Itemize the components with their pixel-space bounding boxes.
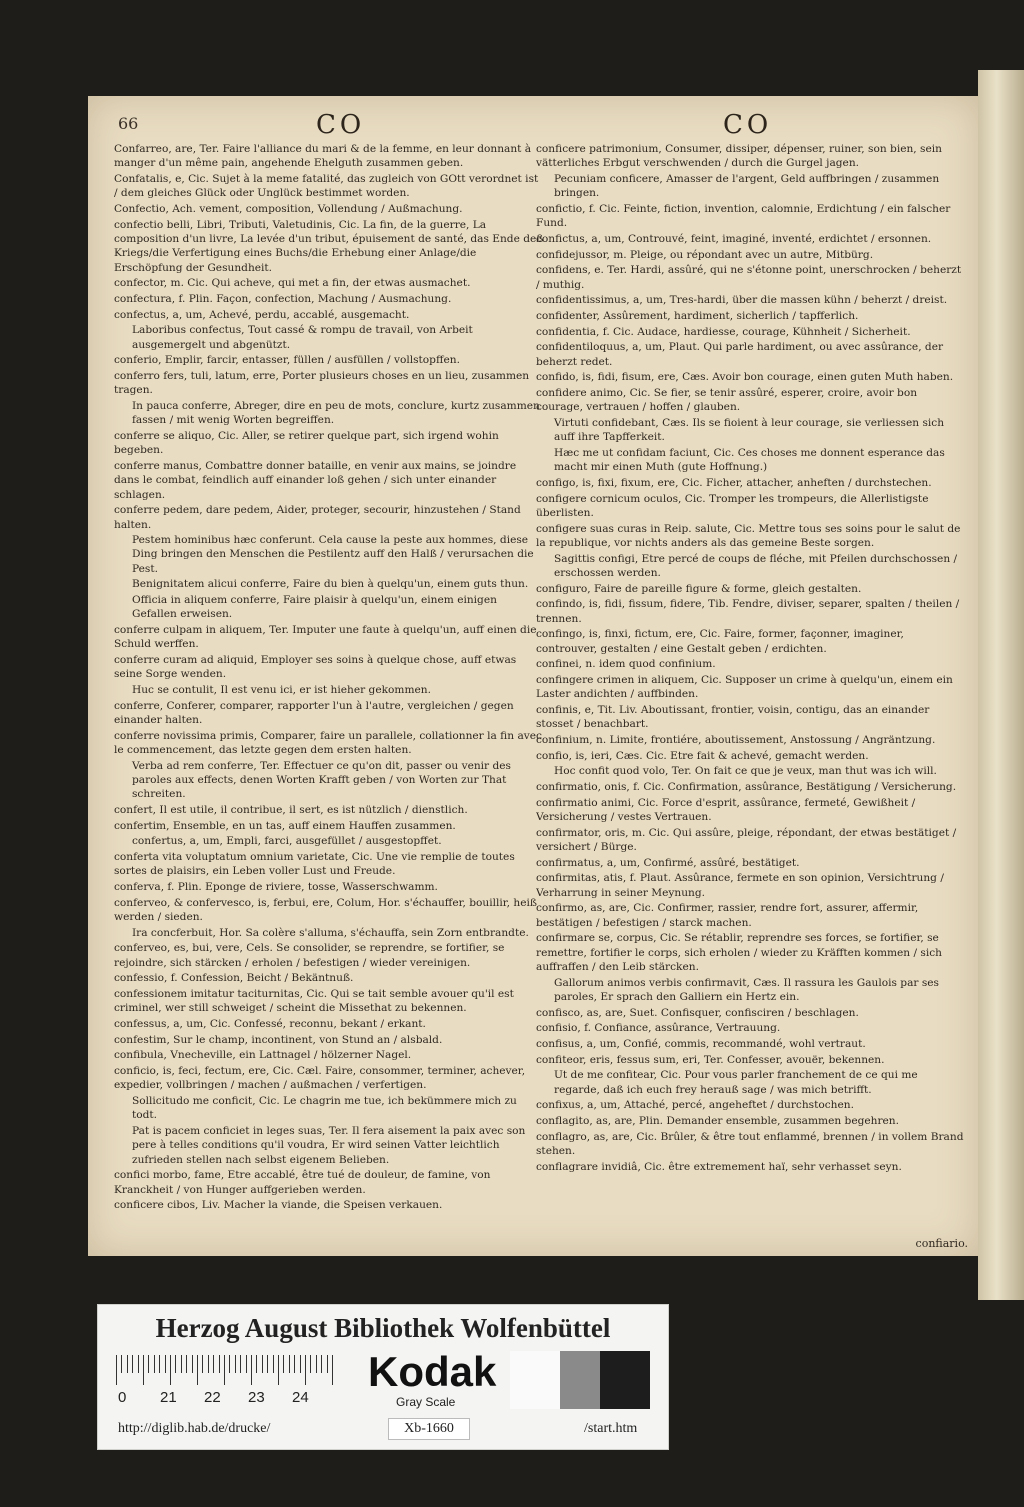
dictionary-subentry: Ira concferbuit, Hor. Sa colère s'alluma, s'échauffa, sein Zorn entbrandte. (132, 926, 529, 939)
dictionary-entry: conferveo, es, bui, vere, Cels. Se consolider, se reprendre, se fortifier, se rejoindre, sich stärcken / erholen / befestigen / wieder vereinigen. (114, 942, 505, 969)
dictionary-entry: confiteor, eris, fessus sum, eri, Ter. Confesser, avouër, bekennen. (536, 1053, 885, 1066)
dictionary-subentry: In pauca conferre, Abreger, dire en peu de mots, conclure, kurtz zusammen fassen / mit wenig Worten begreiffen. (132, 399, 540, 427)
dictionary-subentry: Pat is pacem conficiet in leges suas, Ter. Il fera aisement la paix avec son pere à telles conditions qu'il voudra, Er wird seinen Vatter leichtlich zufrieden stellen nach selbst eigenem Belieben. (132, 1125, 526, 1166)
running-head-right: CO (723, 110, 773, 140)
ruler-tick (235, 1355, 236, 1373)
dictionary-entry: confidejussor, m. Pleige, ou répondant avec un autre, Mitbürg. (536, 248, 874, 261)
dictionary-entry: conflagrare invidiâ, Cic. être extremement haï, sehr verhasset seyn. (536, 1160, 902, 1173)
right-column (536, 142, 964, 1242)
dictionary-entry: confert, Il est utile, il contribue, il sert, es ist nützlich / dienstlich. (114, 804, 468, 817)
dictionary-entry: confici morbo, fame, Etre accablé, être tué de douleur, de famine, von Kranckheit / von Hunger auffgerieben werden. (114, 1169, 491, 1196)
dictionary-entry: configuro, Faire de pareille figure & forme, gleich gestalten. (536, 582, 862, 595)
dictionary-entry: conflagro, as, are, Cic. Brûler, & être tout enflammé, brennen / in vollem Brand stehen. (536, 1130, 964, 1157)
dictionary-entry: confirmatus, a, um, Confirmé, assûré, bestätiget. (536, 856, 800, 869)
dictionary-subentry: Laboribus confectus, Tout cassé & rompu de travail, von Arbeit ausgemergelt und abgenützt. (132, 324, 473, 351)
dictionary-entry: confidenter, Assûrement, hardiment, sicherlich / tapfferlich. (536, 310, 859, 322)
kodak-logo: Kodak (368, 1348, 497, 1395)
dictionary-entry: conficere patrimonium, Consumer, dissiper, dépenser, ruiner, son bien, sein vätterliches Erbgut verschwenden / durch die Gurgel jagen. (536, 143, 942, 170)
ruler-tick (316, 1355, 317, 1373)
ruler-tick (246, 1355, 247, 1373)
dictionary-entry: confectura, f. Plin. Façon, confection, Machung / Ausmachung. (114, 292, 452, 305)
dictionary-entry: conferre se aliquo, Cic. Aller, se retirer quelque part, sich irgend wohin begeben. (114, 429, 499, 457)
dictionary-entry: confector, m. Cic. Qui acheve, qui met a fin, der etwas ausmachet. (114, 277, 471, 290)
dictionary-entry: conficere cibos, Liv. Macher la viande, die Speisen verkauen. (114, 1199, 443, 1212)
ruler-tick (273, 1355, 274, 1373)
dictionary-entry: Confarreo, are, Ter. Faire l'alliance du mari & de la femme, en leur donnant à manger d'un même pain, angehende Ehelguth zusammen geben. (114, 143, 532, 170)
dictionary-subentry: Huc se contulit, Il est venu ici, er ist hieher gekommen. (132, 684, 431, 697)
dictionary-entry: confertim, Ensemble, en un tas, auff einem Hauffen zusammen. (114, 819, 456, 832)
dictionary-entry: confirmitas, atis, f. Plaut. Assûrance, fermete en son opinion, Versichtrung / Verharrung in seiner Meynung. (536, 872, 944, 899)
ruler-tick (327, 1355, 328, 1373)
call-number: Xb-1660 (388, 1418, 470, 1440)
book-page (88, 96, 978, 1256)
ruler-tick (256, 1355, 257, 1373)
url-left[interactable]: http://diglib.hab.de/drucke/ (118, 1421, 271, 1436)
dictionary-entry: confessus, a, um, Cic. Confessé, reconnu, bekant / erkant. (114, 1018, 426, 1031)
ruler-number: 22 (204, 1389, 221, 1406)
dictionary-entry: conferre, Conferer, comparer, rapporter l'un à l'autre, vergleichen / gegen einander halten. (114, 699, 514, 727)
dictionary-entry: confectio belli, Libri, Tributi, Valetudinis, Cic. La fin, de la guerre, La composition d'un livre, La levée d'un tribut, épuisement de santé, das Ende deß Kriegs/die Verfertigung eines Buchs/die Erhebung einer Anlage/die Erschöpfung der Gesundheit. (114, 218, 544, 274)
dictionary-entry: confessio, f. Confession, Beicht / Bekäntnuß. (114, 972, 354, 985)
library-card (97, 1304, 669, 1450)
ruler-tick (170, 1355, 171, 1385)
ruler-tick (224, 1355, 225, 1385)
dictionary-entry: Confectio, Ach. vement, composition, Vollendung / Außmachung. (114, 202, 463, 215)
dictionary-subentry: Hoc confit quod volo, Ter. On fait ce que je veux, man thut was ich will. (554, 765, 937, 778)
ruler-tick (181, 1355, 182, 1373)
dictionary-entry: confirmatio, onis, f. Cic. Confirmation, assûrance, Bestätigung / Versicherung. (536, 781, 957, 794)
ruler-tick (192, 1355, 193, 1373)
ruler-tick (138, 1355, 139, 1373)
ruler-number: 24 (292, 1389, 309, 1406)
dictionary-entry: configere suas curas in Reip. salute, Cic. Mettre tous ses soins pour le salut de la republique, vor nichts anders als das gemeine Beste sorgen. (536, 522, 961, 549)
dictionary-subentry: Pestem hominibus hæc conferunt. Cela cause la peste aux hommes, diese Ding bringen den Menschen die Pestilentz auff den Halß / verursachen die Pest. (132, 534, 534, 575)
dictionary-subentry: Gallorum animos verbis confirmavit, Cæs. Il rassura les Gaulois par ses paroles, Er sprach den Galliern ein Hertz ein. (554, 976, 939, 1003)
dictionary-entry: conferre pedem, dare pedem, Aider, proteger, secourir, hinzustehen / Stand halten. (114, 504, 521, 531)
dictionary-entry: confisco, as, are, Suet. Confisquer, confisciren / beschlagen. (536, 1006, 859, 1019)
ruler-number: 0 (118, 1389, 127, 1406)
dictionary-entry: confingere crimen in aliquem, Cic. Supposer un crime à quelqu'un, einem ein Laster andichten / auffbinden. (536, 673, 953, 701)
dictionary-entry: confingo, is, finxi, fictum, ere, Cic. Faire, former, façonner, imaginer, controuver, gestalten / eine Gestalt geben / erdichten. (536, 628, 904, 655)
ruler-tick (132, 1355, 133, 1373)
dictionary-entry: conferre culpam in aliquem, Ter. Imputer une faute à quelqu'un, auff einen die Schuld werffen. (114, 624, 537, 651)
dictionary-entry: confictus, a, um, Controuvé, feint, imaginé, inventé, erdichtet / ersonnen. (536, 232, 932, 245)
ruler-tick (127, 1355, 128, 1373)
dictionary-entry: confidentissimus, a, um, Tres-hardi, über die massen kühn / beherzt / dreist. (536, 294, 948, 307)
ruler-tick (251, 1355, 252, 1385)
ruler-tick (202, 1355, 203, 1373)
dictionary-subentry: Sollicitudo me conficit, Cic. Le chagrin me tue, ich bekümmere mich zu todt. (132, 1095, 517, 1122)
dictionary-subentry: Benignitatem alicui conferre, Faire du bien à quelqu'un, einem guts thun. (132, 578, 529, 591)
dictionary-entry: confindo, is, fidi, fissum, fidere, Tib. Fendre, diviser, separer, spalten / theilen / trennen. (536, 598, 960, 625)
dictionary-entry: confidentia, f. Cic. Audace, hardiesse, courage, Kühnheit / Sicherheit. (536, 325, 911, 338)
dictionary-entry: confisus, a, um, Confié, commis, recommandé, wohl vertraut. (536, 1037, 866, 1050)
dictionary-entry: conferta vita voluptatum omnium varietate, Cic. Une vie remplie de toutes sortes de plaisirs, ein Leben voller Lust und Freude. (114, 851, 515, 878)
ruler-tick (240, 1355, 241, 1373)
dictionary-entry: conficio, is, feci, fectum, ere, Cic. Cæl. Faire, consommer, terminer, achever, expedier, vollbringen / machen / außmachen / verfertigen. (114, 1065, 526, 1092)
dictionary-entry: confessionem imitatur taciturnitas, Cic. Qui se tait semble avouer qu'il est criminel, wer still schweiget / scheint die Missethat zu bekennen. (114, 988, 514, 1015)
ruler-tick (159, 1355, 160, 1373)
ruler-tick (213, 1355, 214, 1373)
dictionary-entry: confixus, a, um, Attaché, percé, angeheftet / durchstochen. (536, 1099, 854, 1112)
ruler-tick (186, 1355, 187, 1373)
page-number: 66 (118, 114, 139, 133)
ruler-tick (278, 1355, 279, 1385)
dictionary-entry: configere cornicum oculos, Cic. Tromper les trompeurs, die Allerlistigste überlisten. (536, 492, 929, 519)
ruler-tick (121, 1355, 122, 1373)
ruler-tick (197, 1355, 198, 1385)
dictionary-entry: configo, is, fixi, fixum, ere, Cic. Ficher, attacher, anheften / durchstechen. (536, 477, 932, 489)
dictionary-entry: confio, is, ieri, Cæs. Cic. Etre fait & achevé, gemacht werden. (536, 749, 869, 762)
ruler-tick (143, 1355, 144, 1385)
dictionary-entry: conflagito, as, are, Plin. Demander ensemble, zusammen begehren. (536, 1115, 899, 1128)
dictionary-subentry: confertus, a, um, Empli, farci, ausgefüllet / ausgestopffet. (132, 835, 442, 848)
ruler-tick (148, 1355, 149, 1373)
ruler-tick (175, 1355, 176, 1373)
ruler-tick (208, 1355, 209, 1373)
left-column (114, 142, 544, 1242)
dictionary-subentry: Hæc me ut confidam faciunt, Cic. Ces choses me donnent esperance das macht mir einen Muth (gute Hoffnung.) (554, 447, 945, 474)
dictionary-entry: confirmo, as, are, Cic. Confirmer, rassier, rendre fort, assurer, affermir, bestätigen / befestigen / starck machen. (536, 902, 919, 929)
dictionary-subentry: Ut de me confitear, Cic. Pour vous parler franchement de ce qui me regarde, daß ich euch frey herauß sage / was mich betrifft. (554, 1069, 918, 1096)
dictionary-subentry: Verba ad rem conferre, Ter. Effectuer ce qu'on dit, passer ou venir des paroles aux effects, denen Worten Krafft geben / von Worten zur That schreiten. (132, 759, 511, 801)
ruler-tick (283, 1355, 284, 1373)
ruler-number: 23 (248, 1389, 265, 1406)
dictionary-entry: confirmatio animi, Cic. Force d'esprit, assûrance, fermeté, Gewißheit / Versicherung / vestes Vertrauen. (536, 796, 916, 823)
ruler-tick (332, 1355, 333, 1385)
dictionary-entry: conferre manus, Combattre donner bataille, en venir aux mains, se joindre dans le combat, feindlich auff einander loß gehen / sich unter einander schlagen. (114, 459, 517, 501)
gray-swatch-mid (560, 1351, 600, 1409)
url-right[interactable]: /start.htm (584, 1421, 638, 1436)
dictionary-entry: conferva, f. Plin. Eponge de riviere, tosse, Wasserschwamm. (114, 881, 438, 894)
dictionary-entry: confibula, Vnecheville, ein Lattnagel / hölzerner Nagel. (114, 1049, 412, 1062)
ruler-tick (300, 1355, 301, 1373)
ruler-tick (165, 1355, 166, 1373)
dictionary-subentry: Officia in aliquem conferre, Faire plaisir à quelqu'un, einem einigen Gefallen erweisen. (132, 594, 497, 621)
ruler-tick (305, 1355, 306, 1385)
ruler-tick (267, 1355, 268, 1373)
gray-swatch-white (510, 1351, 560, 1409)
ruler-number: 21 (160, 1389, 177, 1406)
dictionary-entry: conferre novissima primis, Comparer, faire un parallele, collationner la fin avec le commencement, das letzte gegen dem ersten halten. (114, 729, 542, 757)
ruler-tick (219, 1355, 220, 1373)
dictionary-entry: Confatalis, e, Cic. Sujet à la meme fatalité, das zugleich von GOtt verordnet ist / dem gleiches Glück oder Unglück bestimmet worden. (114, 172, 539, 200)
library-title: Herzog August Bibliothek Wolfenbüttel (155, 1313, 611, 1343)
dictionary-entry: confisio, f. Confiance, assûrance, Vertrauung. (536, 1022, 781, 1035)
dictionary-entry: confidens, e. Ter. Hardi, assûré, qui ne s'étonne point, unerschrocken / beherzt / muthig. (536, 264, 962, 291)
dictionary-entry: conferro fers, tuli, latum, erre, Porter plusieurs choses en un lieu, zusammen tragen. (114, 369, 530, 397)
running-head-left: CO (316, 110, 366, 140)
ruler-tick (229, 1355, 230, 1373)
dictionary-entry: confinium, n. Limite, frontiére, aboutissement, Anstossung / Angräntzung. (536, 733, 936, 746)
ruler-tick (154, 1355, 155, 1373)
ruler-tick (321, 1355, 322, 1373)
ruler-tick (262, 1355, 263, 1373)
ruler-tick (294, 1355, 295, 1373)
dictionary-subentry: Pecuniam conficere, Amasser de l'argent, Geld auffbringen / zusammen bringen. (554, 172, 940, 200)
dictionary-entry: confictio, f. Cic. Feinte, fiction, invention, calomnie, Erdichtung / ein falscher Fund. (536, 202, 951, 230)
gray-scale-label: Gray Scale (396, 1395, 456, 1409)
dictionary-subentry: Virtuti confidebant, Cæs. Ils se fioient à leur courage, sie verliessen sich auff ihre Tapfferkeit. (554, 417, 945, 444)
dictionary-entry: confinis, e, Tit. Liv. Aboutissant, frontier, voisin, contigu, das an einander stosset / benachbart. (536, 703, 930, 731)
gray-swatch-black (600, 1351, 650, 1409)
page-edge (978, 70, 1024, 1300)
dictionary-entry: conferveo, & confervesco, is, ferbui, ere, Colum, Hor. s'échauffer, bouillir, heiß werden / sieden. (114, 896, 537, 924)
dictionary-entry: confidere animo, Cic. Se fier, se tenir assûré, esperer, croire, avoir bon courage, vertrauen / hoffen / glauben. (536, 387, 918, 414)
dictionary-subentry: Sagittis configi, Etre percé de coups de fléche, mit Pfeilen durchschossen / erschossen werden. (554, 552, 958, 579)
ruler-tick (310, 1355, 311, 1373)
dictionary-entry: confestim, Sur le champ, incontinent, von Stund an / alsbald. (114, 1033, 443, 1046)
scale-ruler (116, 1355, 346, 1385)
dictionary-entry: confido, is, fidi, fisum, ere, Cæs. Avoir bon courage, einen guten Muth haben. (536, 371, 954, 384)
dictionary-entry: confirmare se, corpus, Cic. Se rétablir, reprendre ses forces, se fortifier, se remettre, fortifier le corps, sich erholen / wieder zu Kräfften kommen / sich auffraffen / den Leib stärcken. (536, 932, 943, 973)
ruler-tick (289, 1355, 290, 1373)
dictionary-entry: confirmator, oris, m. Cic. Qui assûre, pleige, répondant, der etwas bestätiget / versichert / Bürge. (536, 826, 957, 853)
dictionary-entry: confinei, n. idem quod confinium. (536, 658, 716, 671)
catchword: confiario. (915, 1237, 968, 1250)
dictionary-entry: confectus, a, um, Achevé, perdu, accablé, ausgemacht. (114, 308, 410, 321)
dictionary-entry: confidentiloquus, a, um, Plaut. Qui parle hardiment, ou avec assûrance, der beherzt redet. (536, 341, 944, 368)
dictionary-entry: conferre curam ad aliquid, Employer ses soins à quelque chose, auff etwas seine Sorge wenden. (114, 654, 517, 681)
dictionary-entry: conferio, Emplir, farcir, entasser, füllen / ausfüllen / vollstopffen. (114, 354, 460, 367)
ruler-tick (116, 1355, 117, 1385)
